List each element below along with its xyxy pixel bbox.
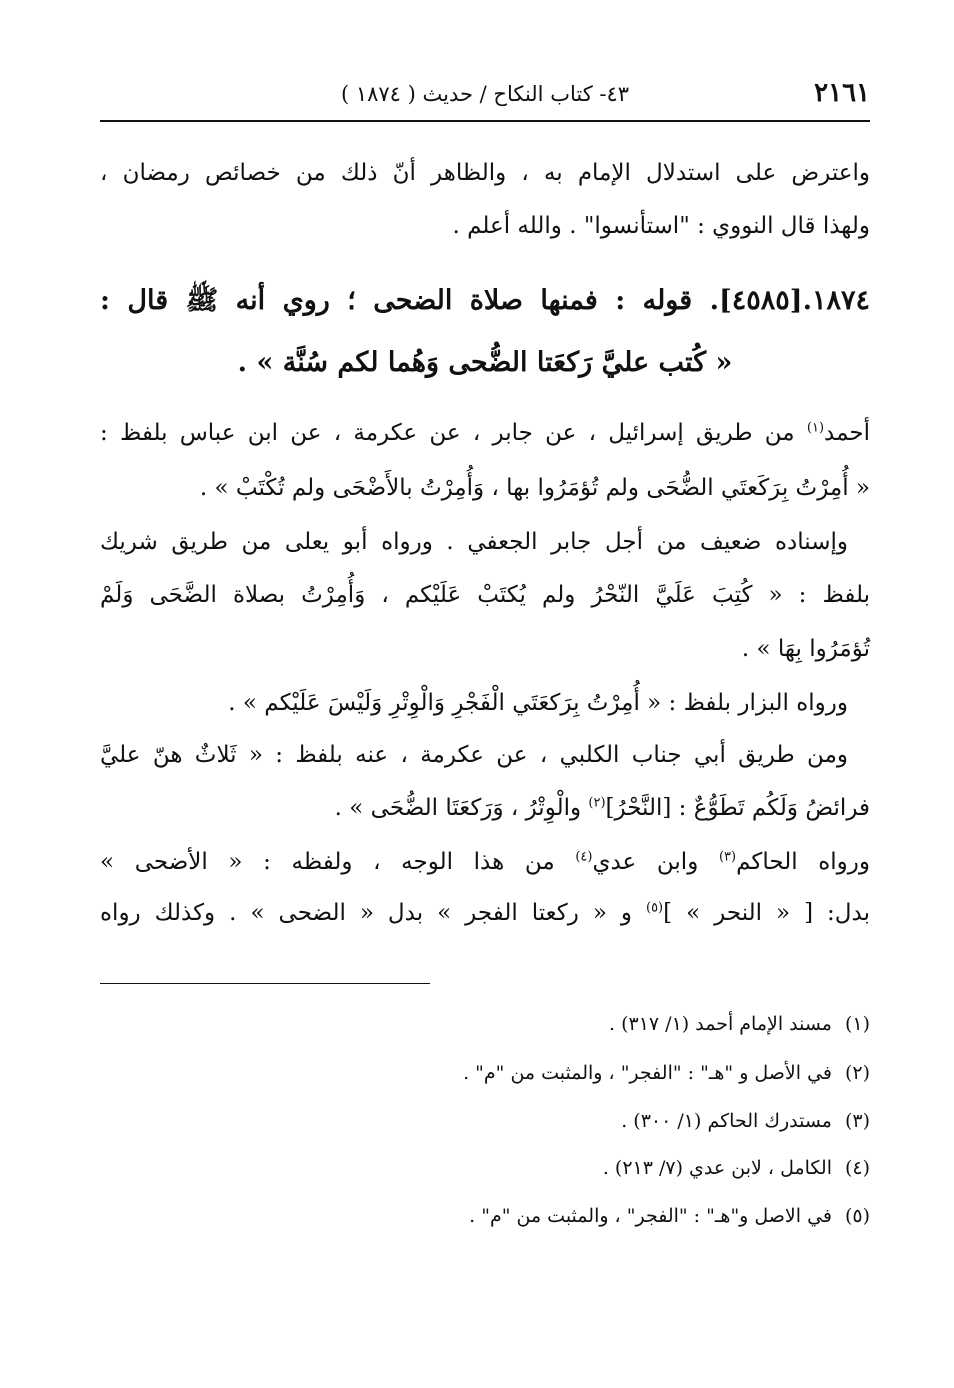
footnote xyxy=(100,1110,870,1132)
footnote-ref[interactable]: (٥) xyxy=(645,900,664,916)
text-run: فرائضُ وَلَكُم تَطَوُّعٌ : [النَّحْرُ] xyxy=(605,795,870,821)
text-run: وابن عدي xyxy=(592,849,719,875)
footnote-ref[interactable]: (٤) xyxy=(575,849,593,865)
body-line xyxy=(100,795,870,821)
text-run: و « ركعتا الفجر » بدل « الضحى » . وكذلك رواه xyxy=(100,900,646,926)
hadith-heading: ١٨٧٤.[٤٥٨٥]. قوله : فمنها صلاة الضحى ؛ روي أنه ﷺ قال : xyxy=(100,285,870,316)
text-run: أحمد xyxy=(824,420,870,446)
body-line: واعترض على استدلال الإمام به ، والظاهر أنّ ذلك من خصائص رمضان ، xyxy=(100,160,870,186)
text-run: بدل: [ « النحر » ] xyxy=(663,900,870,926)
footnote-text: في الأصل و "هـ" : "الفجر" ، والمثبت من "م" . xyxy=(463,1062,832,1084)
footnote xyxy=(100,1013,870,1035)
text-run: من طريق إسرائيل ، عن جابر ، عن عكرمة ، عن ابن عباس بلفظ : xyxy=(100,420,807,446)
footnote-separator xyxy=(100,983,430,984)
body-line xyxy=(100,420,870,446)
footnote-text: في الاصل و"هـ" : "الفجر" ، والمثبت من "م" . xyxy=(469,1205,832,1227)
body-line: ولهذا قال النووي : "استأنسوا" . والله أعلم . xyxy=(452,213,870,239)
footnote-text: مسند الإمام أحمد (١/ ٣١٧) . xyxy=(609,1013,832,1035)
body-line xyxy=(100,900,870,926)
body-line: وإسناده ضعيف من أجل جابر الجعفي . ورواه أبو يعلى من طريق شريك xyxy=(100,529,848,555)
footnote-text: مستدرك الحاكم (١/ ٣٠٠) . xyxy=(621,1110,832,1132)
footnote-number: (١) xyxy=(844,1013,870,1035)
book-page xyxy=(100,0,870,1388)
footnote-number: (٥) xyxy=(844,1205,870,1227)
footnote-ref[interactable]: (٢) xyxy=(588,795,606,811)
header-rule xyxy=(100,120,870,122)
body-line: ورواه البزار بلفظ : « أُمِرْتُ بِرَكعَتَي الْفَجْرِ وَالْوِتْرِ وَلَيْسَ عَلَيْكم » . xyxy=(228,690,848,716)
footnote-ref[interactable]: (٣) xyxy=(718,849,737,865)
footnote-number: (٢) xyxy=(844,1062,870,1084)
text-run: من هذا الوجه ، ولفظه : « الأضحى » xyxy=(100,849,576,875)
body-line xyxy=(100,849,870,875)
footnote-ref[interactable]: (١) xyxy=(806,420,825,436)
hadith-text: « كُتب عليَّ رَكعَتا الضُّحى وَهُما لكم سُنَّة » . xyxy=(237,347,733,378)
footnote-number: (٤) xyxy=(844,1157,870,1179)
footnote-text: الكامل ، لابن عدي (٧/ ٢١٣) . xyxy=(602,1157,832,1179)
text-run: والْوِتْرُ ، وَرَكعَتَا الضُّحَى » . xyxy=(334,795,589,821)
running-header xyxy=(100,76,870,116)
body-line: تُؤمَرُوا بِهَا » . xyxy=(741,636,870,662)
footnote xyxy=(100,1062,870,1084)
footnote xyxy=(100,1157,870,1179)
body-line: بلفظ : « كُتِبَ عَلَيَّ النّحْرُ ولم يُكتَبْ عَلَيْكم ، وَأُمِرْتُ بصلاة الضَّحَى وَلَمْ xyxy=(100,582,870,608)
text-run: ورواه الحاكم xyxy=(736,849,870,875)
body-line: « أُمِرْتُ بِرَكَعتَي الضُّحَى ولم تُؤمَرُوا بها ، وَأُمِرْتُ بالأَضْحَى ولم تُكْتَبْ » . xyxy=(199,475,870,501)
running-title: ٤٣- كتاب النكاح / حديث ( ١٨٧٤ ) xyxy=(340,82,630,106)
footnote xyxy=(100,1205,870,1227)
footnote-number: (٣) xyxy=(844,1110,870,1132)
body-line: ومن طريق أبي جناب الكلبي ، عن عكرمة ، عنه بلفظ : « ثَلاثٌ هنّ عليَّ xyxy=(100,742,848,768)
page-number: ٢١٦١ xyxy=(814,78,870,108)
